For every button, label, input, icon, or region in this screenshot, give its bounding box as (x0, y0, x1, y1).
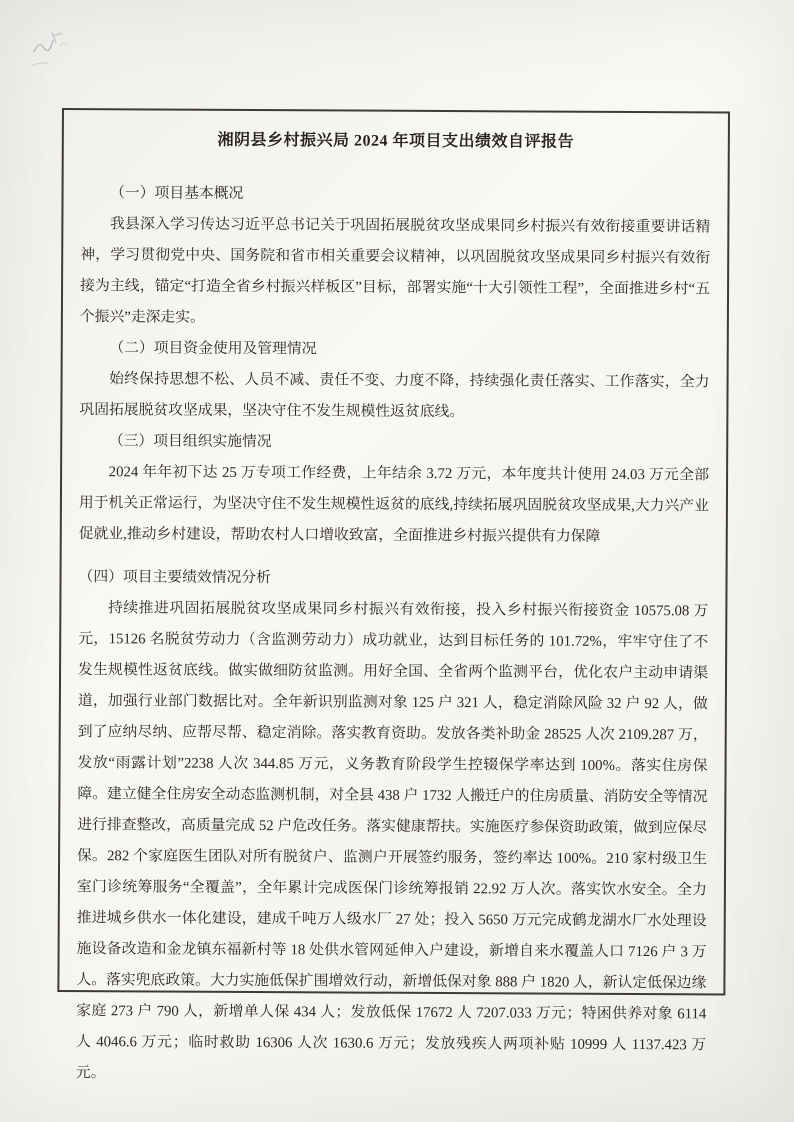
section-heading: （四）项目主要绩效情况分析 (78, 569, 271, 587)
section-fund-usage (79, 333, 709, 429)
page-title (81, 128, 711, 155)
document-border-frame (57, 108, 730, 1082)
section-body: 持续推进巩固拓展脱贫攻坚成果同乡村振兴有效衔接，投入乡村振兴衔接资金 10575.08 万元，15126 名脱贫劳动力（含监测劳动力）成功就业，达到目标任务的 101.72%，牢牢守住了不发生规模性返贫底线。做实做细防贫监测。用好全国、全省两个监测平台，优化农户主动申请渠道，加强行业部门数据比对。全年新识别监测对象 125 户 321 人，稳定消除风险 32 户 92 人，做到了应纳尽纳、应帮尽帮、稳定消除。落实教育资助。发放各类补助金 28525 人次 2109.287 万，发放“雨露计划”2238 人次 344.85 万元，义务教育阶段学生控辍保学率达到 100%。落实住房保障。建立健全住房安全动态监测机制，对全县 438 户 1732 人搬迁户的住房质量、消防安全等情况进行排查整改，高质量完成 52 户危改任务。落实健康帮扶。实施医疗参保资助政策，做到应保尽保。282 个家庭医生团队对所有脱贫户、监测户开展签约服务，签约率达 100%。210 家村级卫生室门诊统筹服务“全覆盖”，全年累计完成医保门诊统筹报销 22.92 万人次。落实饮水安全。全力推进城乡供水一体化建设，建成千吨万人级水厂 27 处；投入 5650 万元完成鹤龙湖水厂水处理设施设备改造和金龙镇东福新村等 18 处供水管网延伸入户建设，新增自来水覆盖人口 7126 户 3 万人。落实兜底政策。大力实施低保扩围增效行动，新增低保对象 888 户 1820 人，新认定低保边缘家庭 273 户 790 人，新增单人保 434 人；发放低保 17672 人 7207.033 万元；特困供养对象 6114 人 4046.6 万元；临时救助 16306 人次 1630.6 万元；发放残疾人两项补贴 10999 人 1137.423 万元。 (75, 600, 709, 1082)
section-body: 始终保持思想不松、人员不减、责任不变、力度不降，持续强化责任落实、工作落实，全力巩固拓展脱贫攻坚成果，坚决守住不发生规模性返贫底线。 (79, 371, 710, 421)
section-implementation (79, 426, 710, 553)
section-heading: （三）项目组织实施情况 (108, 433, 272, 451)
section-project-overview (80, 178, 711, 336)
section-body: 我县深入学习传达习近平总书记关于巩固拓展脱贫攻坚成果同乡村振兴有效衔接重要讲话精神，学习贯彻党中央、国务院和省市相关重要会议精神，以巩固脱贫攻坚成果同乡村振兴有效衔接为主线，锚定“打造全省乡村振兴样板区”目标，部署实施“十大引领性工程”，全面推进乡村“五个振兴”走深走实。 (79, 216, 711, 326)
section-heading: （二）项目资金使用及管理情况 (109, 340, 317, 358)
section-heading: （一）项目基本概况 (110, 185, 244, 202)
handwritten-mark (20, 18, 92, 90)
page-title-text: 湘阴县乡村振兴局 2024 年项目支出绩效自评报告 (217, 131, 575, 151)
section-performance-analysis (76, 562, 709, 1092)
section-body: 2024 年年初下达 25 万专项工作经费，上年结余 3.72 万元，本年度共计使用 24.03 万元全部用于机关正常运行，为坚决守住不发生规模性返贫的底线,持续拓展巩固脱贫攻坚成果,大力兴产业促就业,推动乡村建设，帮助农村人口增收致富，全面推进乡村振兴提供有力保障 (78, 464, 710, 545)
